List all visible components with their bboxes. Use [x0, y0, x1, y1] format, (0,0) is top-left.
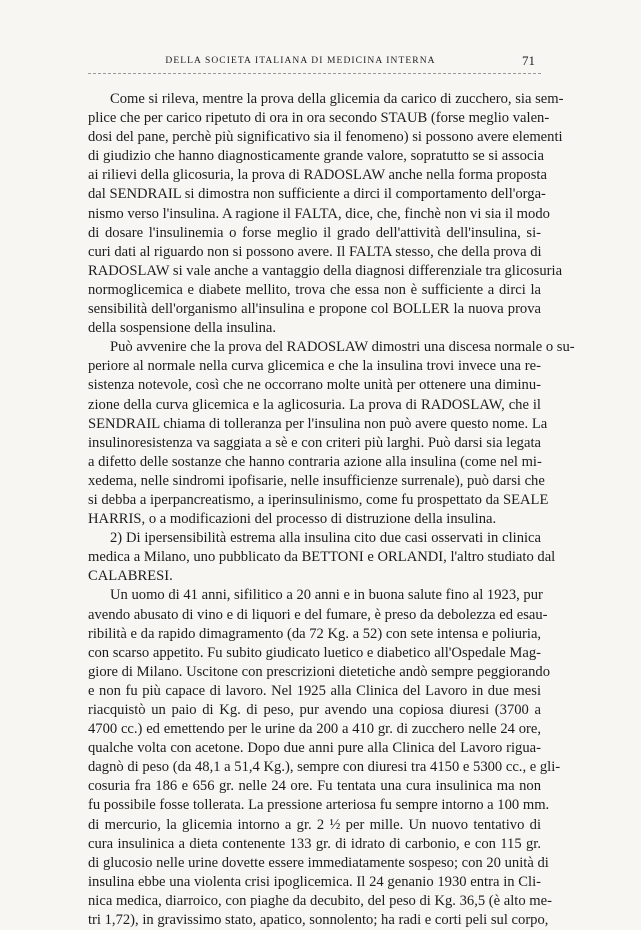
text-line: dosi del pane, perchè più significativo sia il fenomeno) si possono avere elementi [88, 129, 563, 146]
paragraph [88, 338, 575, 529]
text-line: tri 1,72), in gravissimo stato, apatico, sonnolento; ha radi e corti peli sul corpo, [88, 912, 549, 929]
text-line: insulina ebbe una violenta crisi ipoglicemica. Il 24 genanio 1930 entra in Cli- [88, 873, 541, 890]
text-line: sistenza notevole, così che ne occorrano molte unità per ottenere una diminu- [88, 377, 541, 394]
page-number: 71 [522, 53, 535, 68]
text-line: a difetto delle sostanze che hanno contraria azione alla insulina (come nel mi- [88, 453, 542, 470]
paragraph [88, 90, 564, 338]
text-line: curi dati al riguardo non si possono avere. Il FALTA stesso, che della prova di [88, 243, 542, 260]
text-line: e non fu più capace di lavoro. Nel 1925 alla Clinica del Lavoro in due mesi [88, 682, 541, 699]
text-line: xedema, nelle sindromi ipofisarie, nelle insufficienze surrenale), può darsi che [88, 472, 545, 489]
text-line: periore al normale nella curva glicemica e che la insulina trovi invece una re- [88, 358, 541, 375]
paragraph [88, 586, 561, 930]
body-text [88, 90, 575, 930]
text-line: Come si rileva, mentre la prova della glicemia da carico di zucchero, sia sem- [110, 91, 564, 107]
text-line: qualche volta con acetone. Dopo due anni pure alla Clinica del Lavoro rigua- [88, 740, 541, 757]
text-line: avendo abusato di vino e di liquori e del fumare, è preso da debolezza ed esau- [88, 606, 548, 623]
text-line: plice che per carico ripetuto di ora in ora secondo STAUB (forse meglio valen- [88, 110, 550, 127]
text-line: ribilità e da rapido dimagramento (da 72 Kg. a 52) con sete intensa e poliuria, [88, 625, 542, 642]
text-line: RADOSLAW si vale anche a vantaggio della diagnosi differenziale tra glicosuria [88, 262, 563, 279]
text-line: cura insulinica a dieta contenente 133 gr. di idrato di carbonio, e con 115 gr. [88, 835, 541, 852]
text-line: fu possibile fosse tollerata. La pressione arteriosa fu sempre intorno a 100 mm. [88, 797, 550, 814]
text-line: medica a Milano, uno pubblicato da BETTONI e ORLANDI, l'altro studiato dal [88, 549, 556, 566]
text-line: 2) Di ipersensibilità estrema alla insulina cito due casi osservati in clinica [110, 530, 541, 547]
text-line: della sospensione della insulina. [88, 320, 277, 337]
text-line: HARRIS, o a modificazioni del processo di distruzione della insulina. [88, 511, 497, 528]
header-rule [88, 73, 541, 74]
text-line: di mercurio, la glicemia intorno a gr. 2 ½ per mille. Un nuovo tentativo di [88, 816, 541, 833]
text-line: normoglicemica e diabete mellito, trova che essa non è sufficiente a dirci la [88, 281, 541, 298]
running-title: DELLA SOCIETA ITALIANA DI MEDICINA INTERNA [165, 56, 436, 66]
text-line: insulinoresistenza va saggiata a sè e con criteri più larghi. Può darsi sia legata [88, 434, 541, 451]
text-line: con scarso appetito. Fu subito giudicato luetico e diabetico all'Ospedale Mag- [88, 644, 541, 661]
text-line: cosuria fra 186 e 656 gr. nelle 24 ore. Fu tentata una cura insulinica ma non [88, 778, 541, 795]
text-line: CALABRESI. [88, 568, 173, 585]
text-line: dal SENDRAIL si dimostra non sufficiente a dirci il comportamento dell'orga- [88, 186, 546, 203]
text-line: riacquistò un paio di Kg. di peso, pur avendo una copiosa diuresi (3700 a [88, 702, 541, 718]
text-line: di dosare l'insulinemia o forse meglio il grado dell'attività dell'insulina, si- [88, 224, 541, 241]
text-line: 4700 cc.) ed emettendo per le urine da 200 a 410 gr. di zucchero nelle 24 ore, [88, 721, 541, 738]
text-line: zione della curva glicemica e la aglicosuria. La prova di RADOSLAW, che il [88, 396, 541, 413]
text-line: giore di Milano. Uscitone con prescrizioni dietetiche andò sempre peggiorando [88, 663, 550, 680]
text-line: nismo verso l'insulina. A ragione il FALTA, dice, che, finchè non vi sia il modo [88, 205, 550, 222]
text-line: si debba a iperpancreatismo, a iperinsulinismo, come fu prospettato da SEALE [88, 491, 549, 508]
text-line: Un uomo di 41 anni, sifilitico a 20 anni e in buona salute fino al 1923, pur [110, 587, 543, 604]
text-line: dagnò di peso (da 48,1 a 51,4 Kg.), sempre con diuresi tra 4150 e 5300 cc., e gli- [88, 759, 561, 776]
text-line: nica medica, diarroico, con piaghe da decubito, del peso di Kg. 36,5 (è alto me- [88, 892, 552, 909]
text-line: ai rilievi della glicosuria, la prova di RADOSLAW anche nella forma proposta [88, 167, 547, 184]
text-line: di giudizio che hanno diagnosticamente grande valore, sopratutto se si associa [88, 148, 544, 165]
text-line: Può avvenire che la prova del RADOSLAW dimostri una discesa normale o su- [110, 339, 575, 356]
text-line: SENDRAIL chiama di tolleranza per l'insulina non può avere questo nome. La [88, 415, 548, 432]
text-line: di glucosio nelle urine dovette essere immediatamente sospeso; con 20 unità di [88, 854, 549, 871]
text-line: sensibilità dell'organismo all'insulina e propone col BOLLER la nuova prova [88, 301, 541, 318]
paragraph [88, 529, 556, 586]
